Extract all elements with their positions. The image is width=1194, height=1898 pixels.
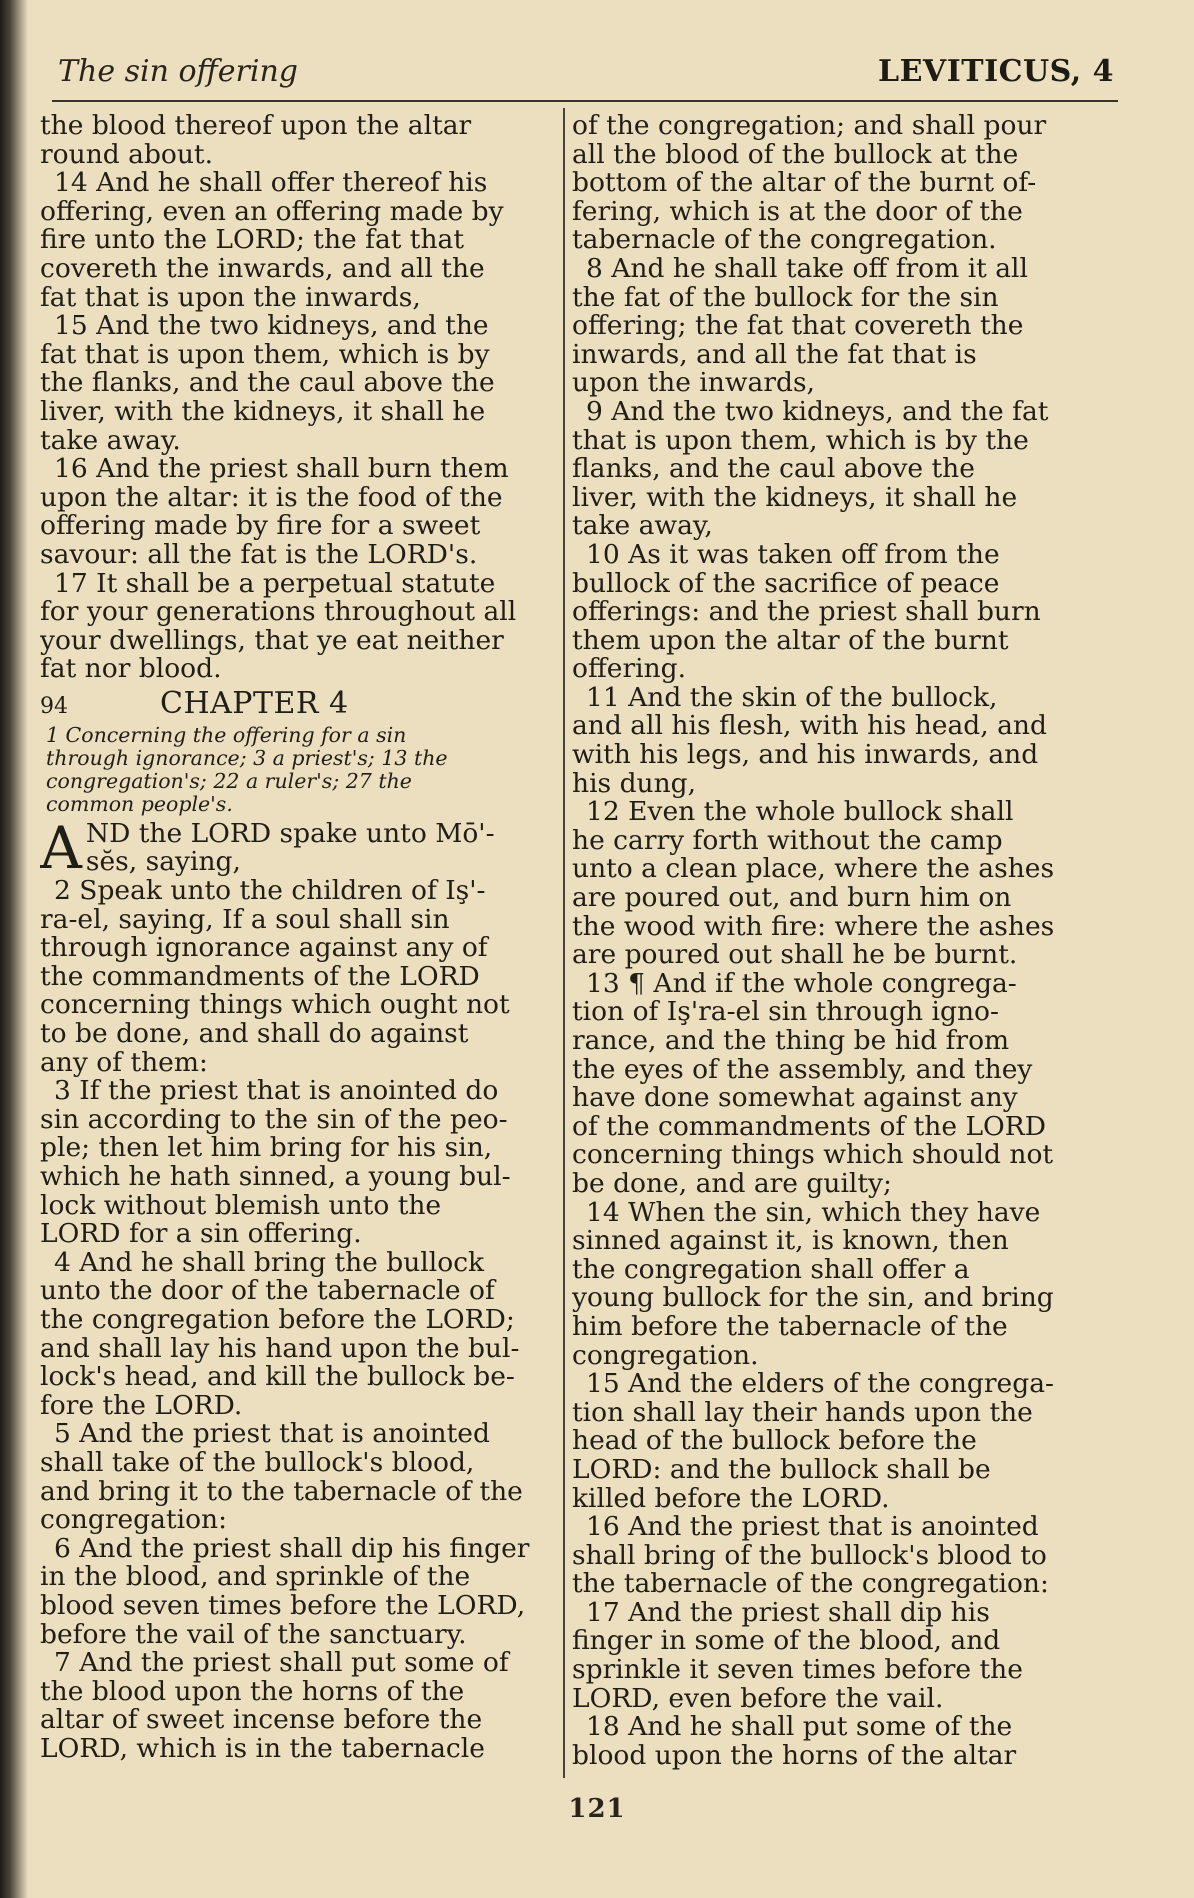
text-line: congregation.: [572, 1339, 759, 1371]
text-line: concerning things which should not: [572, 1139, 1054, 1171]
text-line: LORD for a sin offering.: [40, 1218, 362, 1250]
text-line: 16 And the priest shall burn them: [54, 453, 509, 485]
text-line: that is upon them, which is by the: [572, 424, 1029, 456]
text-line: them upon the altar of the burnt: [572, 624, 1009, 656]
chapter-opening: [40, 813, 558, 882]
text-line: round about.: [40, 138, 214, 170]
text-line: flanks, and the caul above the: [572, 453, 975, 485]
text-line: the wood with fire: where the ashes: [572, 910, 1055, 942]
text-line: 15 And the two kidneys, and the: [54, 310, 489, 342]
text-line: young bullock for the sin, and bring: [572, 1282, 1054, 1314]
text-line: 10 As it was taken off from the: [586, 538, 1000, 570]
text-line: unto the door of the tabernacle of: [40, 1275, 495, 1307]
text-line: through ignorance against any of: [40, 932, 488, 964]
text-line: 12 Even the whole bullock shall: [586, 796, 1014, 828]
text-line: before the vail of the sanctuary.: [40, 1618, 467, 1650]
text-line: congregation:: [40, 1504, 228, 1536]
text-line: shall take of the bullock's blood,: [40, 1446, 475, 1478]
text-line: bottom of the altar of the burnt of-: [572, 167, 1037, 199]
text-line: of the congregation; and shall pour: [572, 112, 1047, 141]
text-line: the blood thereof upon the altar: [40, 112, 472, 141]
chapter-marginal-number: 94: [40, 693, 68, 719]
text-line: are poured out, and burn him on: [572, 882, 1012, 914]
chapter-summary: [40, 724, 558, 816]
text-line: blood upon the horns of the altar: [572, 1739, 1017, 1771]
left-verses-top: [40, 112, 558, 684]
text-line: offering.: [572, 653, 687, 685]
book-reference: LEVITICUS, 4: [877, 53, 1114, 89]
text-line: are poured out shall he be burnt.: [572, 939, 1018, 971]
text-line: he carry forth without the camp: [572, 824, 1003, 856]
text-line: inwards, and all the fat that is: [572, 338, 977, 370]
text-line: have done somewhat against any: [572, 1082, 1018, 1114]
text-line: 7 And the priest shall put some of: [54, 1647, 509, 1679]
text-line: 17 It shall be a perpetual statute: [54, 567, 496, 599]
text-line: offering made by fire for a sweet: [40, 510, 481, 542]
text-line: the eyes of the assembly, and they: [572, 1053, 1033, 1085]
text-line: fat that is upon the inwards,: [40, 281, 421, 313]
text-line: 14 When the sin, which they have: [586, 1196, 1041, 1228]
text-line: take away,: [572, 510, 713, 542]
text-line: 6 And the priest shall dip his finger: [54, 1532, 530, 1564]
text-line: his dung,: [572, 767, 697, 799]
summary-line: congregation's; 22 a ruler's; 27 the: [46, 768, 412, 793]
text-line: sinned against it, is known, then: [572, 1225, 1009, 1257]
text-line: offering, even an offering made by: [40, 195, 504, 227]
text-line: altar of sweet incense before the: [40, 1704, 483, 1736]
text-line: tabernacle of the congregation.: [572, 224, 997, 256]
text-line: LORD: and the bullock shall be: [572, 1453, 991, 1485]
text-line: 13 ¶ And if the whole congrega-: [586, 967, 1017, 999]
text-line: head of the bullock before the: [572, 1425, 977, 1457]
text-line: LORD, which is in the tabernacle: [40, 1732, 485, 1764]
text-line: the tabernacle of the congregation:: [572, 1568, 1049, 1600]
text-line: liver, with the kidneys, it shall he: [40, 395, 486, 427]
opening-verse: [40, 813, 558, 882]
text-line: the blood upon the horns of the: [40, 1675, 465, 1707]
text-line: fering, which is at the door of the: [572, 195, 1023, 227]
summary-line: through ignorance; 3 a priest's; 13 the: [46, 745, 448, 770]
chapter-heading: [40, 685, 558, 724]
text-line: the flanks, and the caul above the: [40, 367, 495, 399]
text-line: the fat of the bullock for the sin: [572, 281, 999, 313]
text-line: 3 If the priest that is anointed do: [54, 1075, 499, 1107]
text-line: be done, and are guilty;: [572, 1167, 892, 1199]
header-rule: [52, 100, 1118, 102]
text-line: and all his flesh, with his head, and: [572, 710, 1047, 742]
text-line: tion of Iş'ra-el sin through igno-: [572, 996, 999, 1028]
text-line: 17 And the priest shall dip his: [586, 1596, 990, 1628]
text-line: bullock of the sacrifice of peace: [572, 567, 1000, 599]
text-line: 14 And he shall offer thereof his: [54, 167, 488, 199]
column-divider: [563, 108, 565, 1778]
text-line: shall bring of the bullock's blood to: [572, 1539, 1047, 1571]
text-line: 5 And the priest that is anointed: [54, 1418, 490, 1450]
text-line: 15 And the elders of the congrega-: [586, 1368, 1054, 1400]
text-line: killed before the LORD.: [572, 1482, 890, 1514]
text-line: fat nor blood.: [40, 653, 222, 685]
summary-line: common people's.: [46, 791, 233, 816]
left-verses-bottom: [40, 877, 558, 1763]
text-line: 16 And the priest that is anointed: [586, 1511, 1039, 1543]
text-line: lock without blemish unto the: [40, 1189, 442, 1221]
text-line: savour: all the fat is the LORD's.: [40, 538, 478, 570]
text-line: liver, with the kidneys, it shall he: [572, 481, 1018, 513]
text-line: 8 And he shall take off from it all: [586, 252, 1028, 284]
text-line: ND the LORD spake unto Mō'-: [85, 817, 495, 849]
text-line: 2 Speak unto the children of Iş'-: [54, 875, 486, 907]
text-line: which he hath sinned, a young bul-: [40, 1161, 511, 1192]
text-line: and shall lay his hand upon the bul-: [40, 1332, 520, 1364]
text-line: any of them:: [40, 1046, 208, 1078]
text-line: blood seven times before the LORD,: [40, 1589, 526, 1621]
text-line: for your generations throughout all: [40, 596, 517, 628]
text-line: the congregation shall offer a: [572, 1253, 970, 1285]
text-line: concerning things which ought not: [40, 989, 510, 1021]
page-number: 121: [568, 1794, 626, 1824]
page-binding-shadow: [0, 0, 28, 1898]
text-line: finger in some of the blood, and: [572, 1625, 1001, 1657]
text-line: offering; the fat that covereth the: [572, 310, 1024, 342]
drop-cap: A: [40, 813, 82, 882]
text-line: upon the altar: it is the food of the: [40, 481, 503, 513]
text-line: with his legs, and his inwards, and: [572, 739, 1039, 771]
text-line: unto a clean place, where the ashes: [572, 853, 1055, 885]
text-line: fore the LORD.: [40, 1389, 243, 1421]
text-line: the congregation before the LORD;: [40, 1303, 515, 1335]
text-line: all the blood of the bullock at the: [572, 138, 1019, 170]
text-line: him before the tabernacle of the: [572, 1310, 1008, 1342]
summary-line: 1 Concerning the offering for a sin: [46, 722, 407, 747]
text-line: tion shall lay their hands upon the: [572, 1396, 1033, 1428]
text-line: sin according to the sin of the peo-: [40, 1103, 508, 1135]
right-verses: [572, 112, 1102, 1770]
text-line: 9 And the two kidneys, and the fat: [586, 395, 1049, 427]
text-line: to be done, and shall do against: [40, 1018, 469, 1050]
text-line: fat that is upon them, which is by: [40, 338, 490, 370]
text-line: fire unto the LORD; the fat that: [40, 224, 464, 256]
text-line: rance, and the thing be hid from: [572, 1025, 1010, 1056]
running-header: [58, 48, 1114, 94]
left-column: [40, 112, 558, 1777]
text-line: the commandments of the LORD: [40, 960, 480, 992]
text-line: of the commandments of the LORD: [572, 1110, 1046, 1142]
text-line: in the blood, and sprinkle of the: [40, 1561, 471, 1593]
text-line: sprinkle it seven times before the: [572, 1654, 1023, 1686]
text-line: take away.: [40, 424, 181, 456]
text-line: 4 And he shall bring the bullock: [54, 1246, 485, 1278]
text-line: upon the inwards,: [572, 367, 815, 399]
text-line: sĕs, saying,: [85, 846, 241, 878]
text-line: your dwellings, that ye eat neither: [40, 624, 504, 656]
right-column: [572, 112, 1102, 1777]
text-line: and bring it to the tabernacle of the: [40, 1475, 523, 1507]
text-line: 11 And the skin of the bullock,: [586, 681, 998, 713]
text-line: offerings: and the priest shall burn: [572, 596, 1041, 628]
text-line: covereth the inwards, and all the: [40, 252, 485, 284]
text-line: 18 And he shall put some of the: [586, 1711, 1013, 1743]
text-line: ra-el, saying, If a soul shall sin: [40, 903, 450, 935]
text-line: lock's head, and kill the bullock be-: [40, 1361, 515, 1393]
text-line: ple; then let him bring for his sin,: [40, 1132, 493, 1164]
text-line: LORD, even before the vail.: [572, 1682, 944, 1714]
section-title: The sin offering: [58, 53, 298, 89]
chapter-title: CHAPTER 4: [160, 685, 349, 721]
